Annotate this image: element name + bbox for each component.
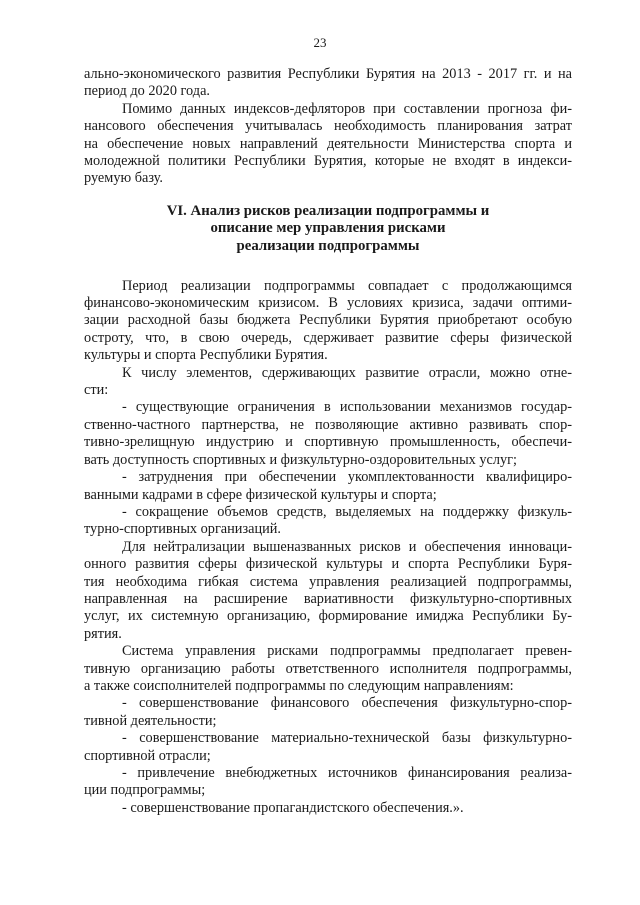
paragraph-4 [84, 365, 572, 400]
text-line: период до 2020 года. [84, 83, 210, 100]
text-line: руемую базу. [84, 170, 163, 187]
text-line: - привлечение внебюджетных источников финансирования реализа- [122, 765, 572, 781]
document-body [84, 66, 572, 817]
paragraph-2 [84, 101, 572, 188]
heading-line: описание мер управления рисками [210, 220, 446, 237]
text-line: вать доступность спортивных и физкультурно-оздоровительных услуг; [84, 451, 518, 468]
paragraph-1 [84, 66, 572, 101]
section-heading [84, 203, 572, 256]
text-line: услуг, их системную организацию, формирование имиджа Республики Бу- [84, 608, 572, 625]
text-line: Система управления рисками подпрограммы предполагает превен- [122, 643, 572, 660]
text-line: рятия. [84, 625, 122, 642]
list-item-5 [84, 730, 572, 765]
heading-line: VI. Анализ рисков реализации подпрограммы и [166, 202, 490, 219]
text-line: - затруднения при обеспечении укомплектованности квалифициро- [122, 469, 572, 486]
paragraph-3 [84, 278, 572, 365]
list-item-7 [84, 800, 572, 817]
text-line: сти: [84, 382, 109, 399]
list-item-3 [84, 504, 572, 539]
text-line: ственно-частного партнерства, не позволяющие активно развивать спор- [84, 416, 572, 433]
text-line: ально-экономического развития Республики Бурятия на 2013 - 2017 гг. и на [84, 66, 572, 82]
text-line: турно-спортивных организаций. [84, 521, 281, 538]
text-line: тия необходима гибкая система управления реализацией подпрограммы, [84, 573, 572, 590]
text-line: Для нейтрализации вышеназванных рисков и обеспечения инноваци- [122, 538, 572, 555]
text-line: ции подпрограммы; [84, 782, 206, 799]
list-item-6 [84, 765, 572, 800]
text-line: направленная на расширение вариативности физкультурно-спортивных [84, 590, 572, 607]
text-line: остроту, что, в свою очередь, сдерживает развитие сферы физической [84, 329, 572, 346]
text-line: спортивной отрасли; [84, 747, 211, 764]
paragraph-5 [84, 539, 572, 643]
list-item-2 [84, 469, 572, 504]
text-line: - существующие ограничения в использовании механизмов государ- [122, 399, 572, 416]
text-line: тивной деятельности; [84, 712, 217, 729]
text-line: нансового обеспечения учитывалась необходимость планирования затрат [84, 118, 572, 135]
text-line: ванными кадрами в сфере физической культуры и спорта; [84, 486, 437, 503]
text-line: - сокращение объемов средств, выделяемых на поддержку физкуль- [122, 503, 572, 520]
page-number: 23 [313, 35, 327, 50]
paragraph-6 [84, 643, 572, 695]
text-line: тивную организацию работы ответственного исполнителя подпрограммы, [84, 660, 572, 677]
text-line: на обеспечение новых направлений деятельности Министерства спорта и [84, 135, 572, 152]
text-line: - совершенствование пропагандистского обеспечения.». [122, 799, 464, 816]
list-item-1 [84, 399, 572, 469]
text-line: - совершенствование финансового обеспечения физкультурно-спор- [122, 695, 572, 712]
text-line: зации расходной базы бюджета Республики Бурятия приобретают особую [84, 312, 572, 329]
text-line: Помимо данных индексов-дефляторов при составлении прогноза фи- [122, 100, 572, 117]
text-line: онного развития сферы физической культуры и спорта Республики Буря- [84, 556, 572, 573]
text-line: - совершенствование материально-технической базы физкультурно- [122, 730, 572, 747]
text-line: а также соисполнителей подпрограммы по следующим направлениям: [84, 677, 514, 694]
heading-line: реализации подпрограммы [236, 238, 420, 255]
text-line: Период реализации подпрограммы совпадает с продолжающимся [122, 277, 572, 294]
text-line: молодежной политики Республики Бурятия, которые не входят в индекси- [84, 153, 572, 170]
text-line: К числу элементов, сдерживающих развитие отрасли, можно отне- [122, 364, 572, 381]
text-line: культуры и спорта Республики Бурятия. [84, 347, 328, 364]
text-line: тивно-зрелищную индустрию и спортивную промышленность, обеспечи- [84, 434, 572, 451]
list-item-4 [84, 695, 572, 730]
text-line: финансово-экономическим кризисом. В условиях кризиса, задачи оптими- [84, 295, 572, 312]
